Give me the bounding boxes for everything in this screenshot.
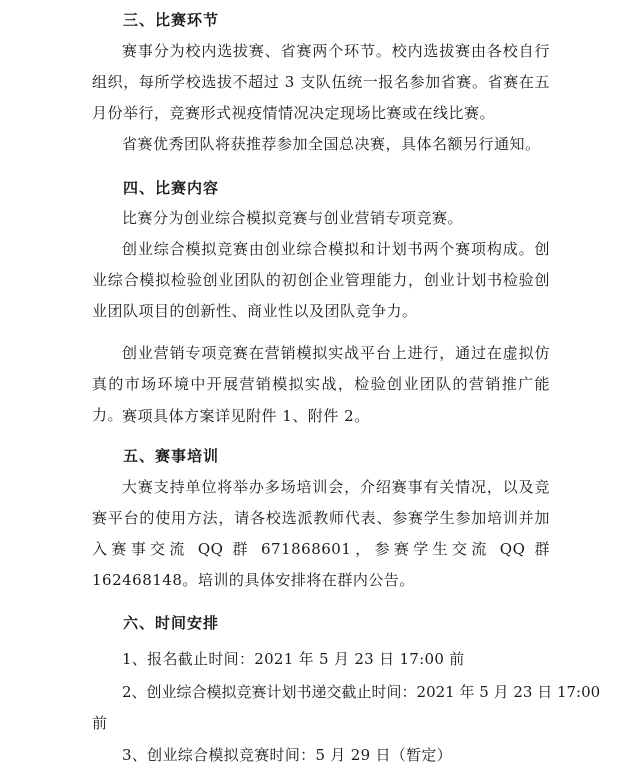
schedule-item-1: 1、报名截止时间：2021 年 5 月 23 日 17:00 前: [122, 650, 465, 668]
schedule-item-2: 2、创业综合模拟竞赛计划书递交截止时间：2021 年 5 月 23 日 17:00: [122, 683, 601, 701]
section-heading-4: 四、比赛内容: [123, 179, 220, 197]
paragraph: 省赛优秀团队将获推荐参加全国总决赛，具体名额另行通知。: [122, 135, 541, 153]
schedule-item-3: 3、创业综合模拟竞赛时间：5 月 29 日（暂定）: [122, 746, 452, 764]
paragraph: 创业综合模拟竞赛由创业综合模拟和计划书两个赛项构成。创业综合模拟检验创业团队的初创企业管理能力，创业计划书检验创业团队项目的创新性、商业性以及团队竞争力。: [92, 240, 550, 320]
paragraph: 大赛支持单位将举办多场培训会，介绍赛事有关情况，以及竞赛平台的使用方法，请各校选派教师代表、参赛学生参加培训并加入赛事交流 QQ 群 671868601，参赛学生交流 QQ 群 162468148。培训的具体安排将在群内公告。: [92, 478, 550, 589]
section-heading-5: 五、赛事培训: [123, 447, 220, 465]
schedule-item-2-continued: 前: [92, 714, 108, 732]
paragraph: 创业营销专项竞赛在营销模拟实战平台上进行，通过在虚拟仿真的市场环境中开展营销模拟实战，检验创业团队的营销推广能力。: [92, 344, 550, 424]
paragraph: 赛项具体方案详见附件 1、附件 2。: [122, 407, 370, 425]
paragraph: 比赛分为创业综合模拟竞赛与创业营销专项竞赛。: [122, 209, 464, 227]
section-heading-6: 六、时间安排: [123, 614, 220, 632]
paragraph: 赛事分为校内选拔赛、省赛两个环节。校内选拔赛由各校自行组织，每所学校选拔不超过 3 支队伍统一报名参加省赛。省赛在五月份举行，竞赛形式视疫情情况决定现场比赛或在线比赛。: [92, 42, 550, 122]
section-heading-3: 三、比赛环节: [123, 11, 220, 29]
